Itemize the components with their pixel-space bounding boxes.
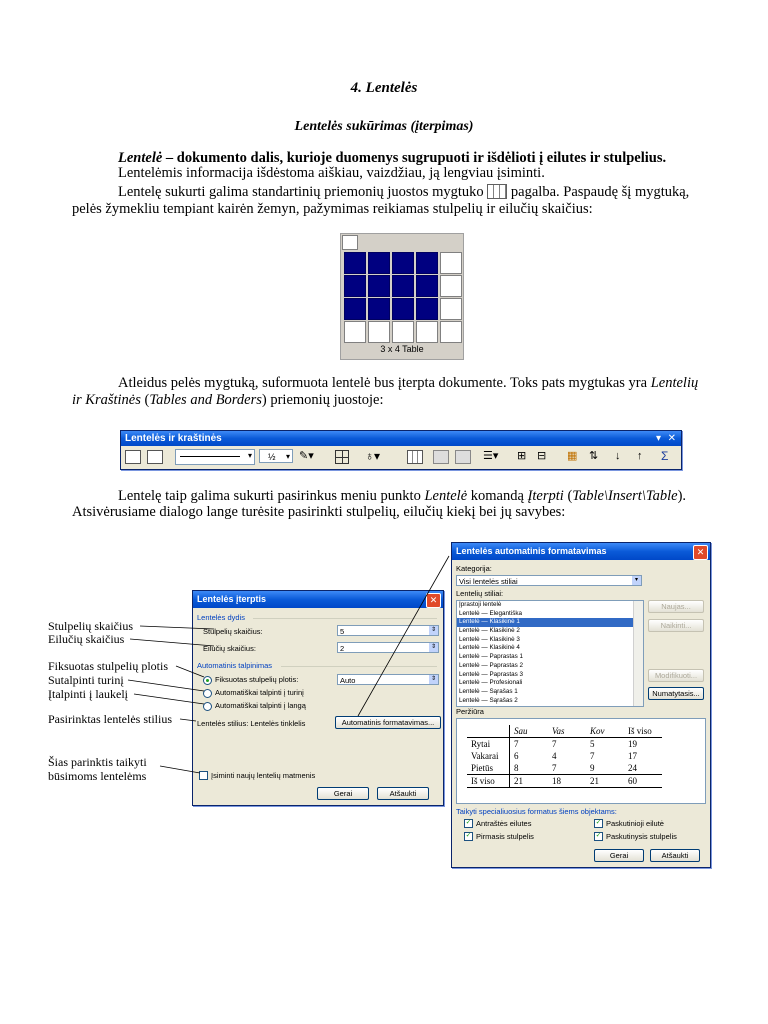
cancel-button[interactable]: Atšaukti <box>377 787 429 800</box>
table-cell: 21 <box>510 775 549 788</box>
table-cell: 7 <box>590 751 595 761</box>
leader-line-autoformat <box>358 556 449 716</box>
para3-text-b: ( <box>140 392 150 408</box>
line-style-dropdown[interactable]: ▾ <box>175 449 255 465</box>
last-column-label: Paskutinysis stulpelis <box>606 832 677 841</box>
para3-text-a: Atleidus pelės mygtuką, suformuota lentelė bus įterpta dokumente. Toks pats mygtukas yra <box>118 375 651 391</box>
table-style-label: Lentelės stilius: Lentelės tinklelis <box>197 719 306 728</box>
table-cell: 5 <box>590 739 595 749</box>
definition-text: – dokumento dalis, kurioje duomenys sugrupuoti ir išdėlioti į eilutes ir stulpelius. <box>162 150 667 166</box>
para1-line2: Lentelėmis informacija išdėstoma aiškiau, vaizdžiau, ją lengviau įsiminti. <box>118 165 545 181</box>
para4-line2: Atsivėrusiame dialogo lange turėsite pasirinkti stulpelių, eilučių kiekį bei jų savybes: <box>72 504 566 520</box>
list-item[interactable]: Lentelė — Elegantiška <box>459 609 523 617</box>
para4-term-b: Įterpti <box>527 488 564 504</box>
distribute-columns-icon[interactable]: ⊟ <box>537 450 547 462</box>
last-row-label: Paskutinioji eilutė <box>606 819 664 828</box>
para4-text-c: ( <box>563 488 573 504</box>
distribute-rows-icon[interactable]: ⊞ <box>517 450 527 462</box>
group-size-label: Lentelės dydis <box>197 613 245 622</box>
cancel-button[interactable]: Atšaukti <box>650 849 700 862</box>
annotation-window: Įtalpinti į laukelį <box>48 687 128 701</box>
para4-text-b: komandą <box>467 488 528 504</box>
table-cell: 7 <box>552 763 557 773</box>
annotation-style: Pasirinktas lentelės stilius <box>48 712 172 726</box>
leader-line-window <box>134 694 204 704</box>
border-color-icon[interactable]: ✎▾ <box>299 450 314 462</box>
list-item[interactable]: Lentelė — Klasikinė 4 <box>459 644 520 652</box>
rows-label: Eilučių skaičius: <box>203 644 256 653</box>
autofit-contents-label: Automatiškai talpinti į turinį <box>215 688 304 697</box>
table-cell: 19 <box>628 739 637 749</box>
table-cell: 4 <box>552 751 557 761</box>
group-autofit-label: Automatinis talpinimas <box>197 661 273 670</box>
table-cell: 17 <box>628 751 637 761</box>
table-cell: 8 <box>514 763 519 773</box>
align-icon[interactable]: ☰▾ <box>483 450 499 462</box>
table-cell: 21 <box>586 775 624 788</box>
line-weight-value: ½ <box>268 452 276 462</box>
remember-dimensions-label: Įsiminti naujų lentelių matmenis <box>211 771 316 780</box>
table-cell: Pietūs <box>467 762 510 775</box>
leader-line-cols <box>140 626 214 629</box>
last-column-checkbox[interactable]: ✓ <box>595 832 602 839</box>
list-item[interactable]: Lentelė — Klasikinė 2 <box>459 627 520 635</box>
table-cell: 18 <box>548 775 586 788</box>
close-icon[interactable]: ✕ <box>693 545 708 560</box>
rows-value: 2 <box>340 644 345 653</box>
para3-term-c: Tables and Borders <box>149 392 262 408</box>
apply-formats-label: Taikyti specialiuosius formatus šiems objektams: <box>456 807 617 816</box>
first-column-label: Pirmasis stulpelis <box>476 832 534 841</box>
chevron-down-icon[interactable]: ▾ <box>632 576 641 585</box>
list-item[interactable]: Lentelė — Klasikinė 3 <box>459 635 520 643</box>
term: Lentelė <box>118 150 163 166</box>
heading-rows-label: Antraštės eilutes <box>476 819 532 828</box>
leader-line-contents <box>128 680 204 691</box>
para3-term-a: Lentelių <box>650 375 699 391</box>
autoformat-icon[interactable]: ▦ <box>567 450 578 462</box>
sort-descending-icon[interactable]: ↑ <box>637 450 643 462</box>
list-item[interactable]: Lentelė — Profesionali <box>459 679 523 687</box>
leader-line-remember <box>160 766 200 773</box>
para3-text-c: ) priemonių juostoje: <box>261 392 384 408</box>
annotation-contents: Sutalpinti turinį <box>48 673 124 687</box>
cols-value: 5 <box>340 627 345 636</box>
list-item[interactable]: Įprastoji lentelė <box>459 601 502 608</box>
insert-dialog-title: Lentelės įterptis <box>197 594 267 604</box>
annotation-cols: Stulpelių skaičius <box>48 619 133 633</box>
para4-text-d: ). <box>677 488 687 504</box>
leader-line-rows <box>130 639 214 646</box>
text-direction-icon[interactable]: ⇅ <box>589 450 599 462</box>
para4-term-c: Table\Insert\Table <box>572 488 678 504</box>
last-row-checkbox[interactable]: ✓ <box>595 819 602 826</box>
table-cell: 7 <box>552 739 557 749</box>
chapter-title: 4. Lentelės <box>350 80 418 96</box>
fixed-width-value: Auto <box>340 676 356 685</box>
heading-rows-checkbox[interactable]: ✓ <box>465 819 472 826</box>
list-item[interactable]: Lentelė — Sąrašas 2 <box>459 696 518 704</box>
new-style-button[interactable]: Naujas... <box>648 600 704 613</box>
annotation-remember-2: būsimoms lentelėms <box>48 769 147 783</box>
para3-term-b: ir Kraštinės <box>72 392 141 408</box>
list-item[interactable]: Lentelė — Klasikinė 1 <box>457 618 643 627</box>
table-cell: Vas <box>548 725 586 738</box>
autoformat-dialog-title: Lentelės automatinis formatavimas <box>456 546 607 556</box>
annotation-rows: Eilučių skaičius <box>48 632 125 646</box>
autoformat-button[interactable]: Automatinis formatavimas... <box>335 716 441 729</box>
fixed-width-label: Fiksuotas stulpelių plotis: <box>215 675 299 684</box>
line-weight-dropdown[interactable]: ½ ▾ <box>259 449 293 463</box>
list-item[interactable]: Lentelė — Paprastas 3 <box>459 670 524 678</box>
sort-ascending-icon[interactable]: ↓ <box>615 450 621 462</box>
annotation-fixed: Fiksuotas stulpelių plotis <box>48 659 169 673</box>
table-cell: 9 <box>590 763 595 773</box>
para2-text-b: pagalba. Paspaudę šį mygtuką, <box>507 184 690 200</box>
delete-style-button[interactable]: Naikinti... <box>648 619 704 632</box>
shading-color-icon[interactable]: ♁▾ <box>365 449 381 463</box>
modify-style-button[interactable]: Modifikuoti... <box>648 669 704 682</box>
toolbar-menu-icon[interactable]: ▾ <box>655 433 661 444</box>
styles-label: Lentelių stiliai: <box>456 589 504 598</box>
table-cell: Iš viso <box>467 775 510 788</box>
category-value: Visi lentelės stiliai <box>459 577 518 586</box>
table-cell: Sau <box>510 725 549 738</box>
list-item[interactable]: Lentelė — Sąrašas 1 <box>459 687 518 695</box>
spin-icon[interactable]: ⇕ <box>430 627 437 633</box>
ok-button[interactable]: Gerai <box>317 787 369 800</box>
para4-text-a: Lentelę taip galima sukurti pasirinkus meniu punkto <box>118 488 425 504</box>
annotation-remember-1: Šias parinktis taikyti <box>48 755 147 769</box>
default-style-button[interactable]: Numatytasis... <box>648 687 704 700</box>
toolbar-title: Lentelės ir kraštinės <box>125 433 222 444</box>
table-cell: Rytai <box>467 738 510 751</box>
para2-text-a: Lentelę sukurti galima standartinių priemonių juostos mygtuko <box>118 184 488 200</box>
section-title: Lentelės sukūrimas (įterpimas) <box>294 119 474 134</box>
list-item[interactable]: Lentelė — Paprastas 2 <box>459 661 524 669</box>
table-cell: 6 <box>514 751 519 761</box>
category-label: Kategorija: <box>456 564 492 573</box>
table-cell: Vakarai <box>467 750 510 762</box>
leader-line-fixed <box>176 666 204 677</box>
close-icon[interactable]: ✕ <box>667 433 676 444</box>
para2-line2: pelės žymekliu tempiant kairėn žemyn, pažymimas reikiamas stulpelių ir eilučių skaičius: <box>72 201 593 217</box>
grid-caption: 3 x 4 Table <box>380 344 424 354</box>
leader-line-style <box>180 719 196 721</box>
table-cell: 7 <box>514 739 519 749</box>
cols-label: Stulpelių skaičius: <box>203 627 263 636</box>
preview-label: Peržiūra <box>456 707 484 716</box>
spin-icon[interactable]: ⇕ <box>430 676 437 682</box>
close-icon[interactable]: ✕ <box>426 593 441 608</box>
autofit-window-label: Automatiškai talpinti į langą <box>215 701 306 710</box>
ok-button[interactable]: Gerai <box>594 849 644 862</box>
table-cell: Kov <box>586 725 624 738</box>
para4-term-a: Lentelė <box>424 488 468 504</box>
list-item[interactable]: Lentelė — Paprastas 1 <box>459 653 524 661</box>
spin-icon[interactable]: ⇕ <box>430 644 437 650</box>
autosum-icon[interactable]: Σ <box>661 449 669 463</box>
table-cell: 24 <box>628 763 637 773</box>
first-column-checkbox[interactable]: ✓ <box>465 832 472 839</box>
table-cell: 60 <box>624 775 662 788</box>
table-cell: Iš viso <box>624 725 662 738</box>
